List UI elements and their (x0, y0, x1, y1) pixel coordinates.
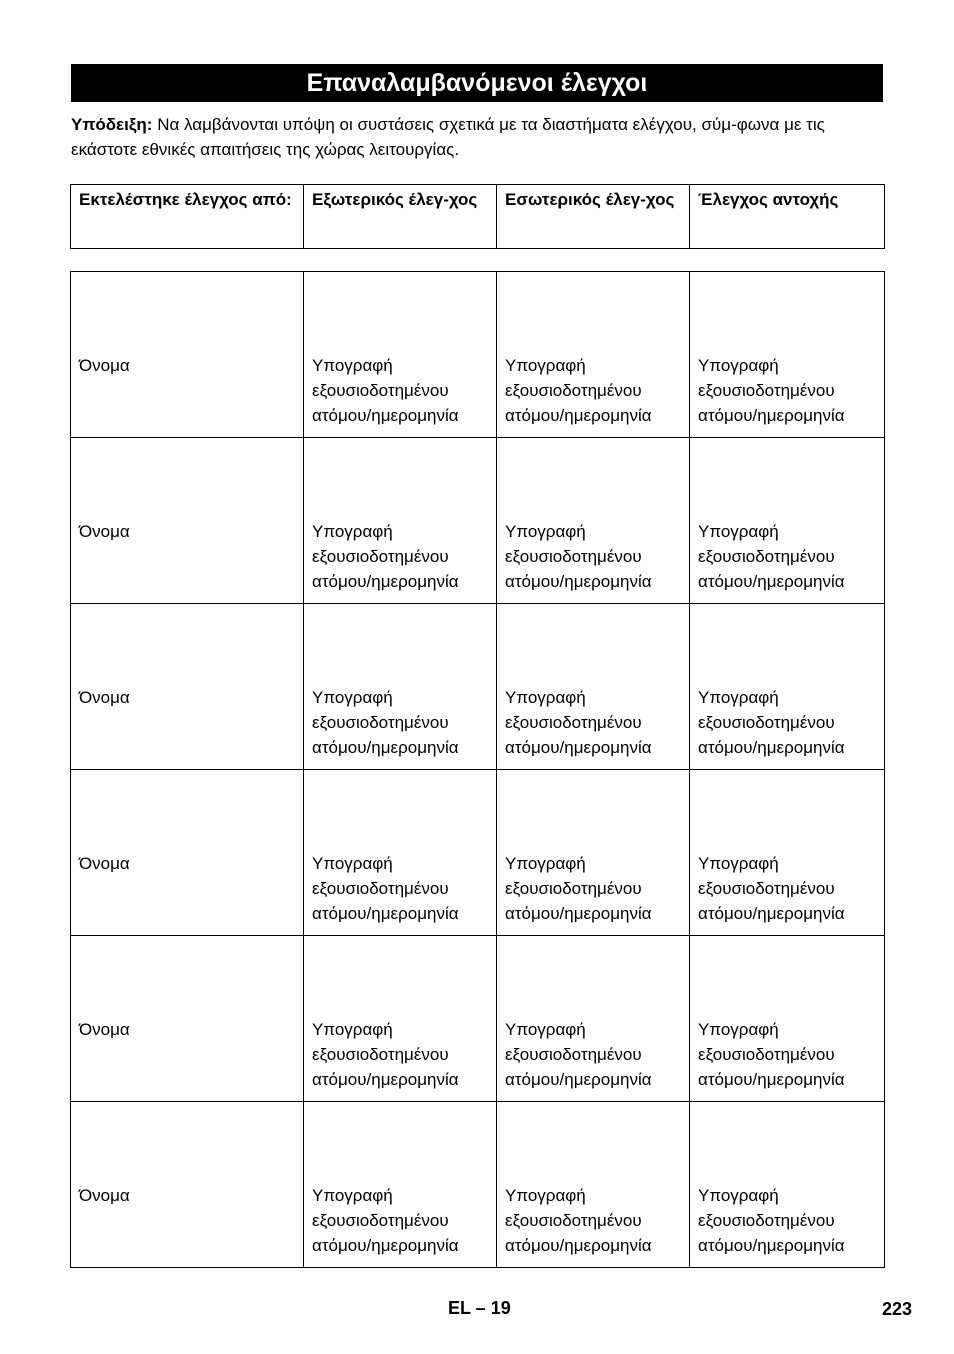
internal-signature-cell: Υπογραφή εξουσιοδοτημένου ατόμου/ημερομηνία (497, 604, 690, 770)
internal-signature-cell: Υπογραφή εξουσιοδοτημένου ατόμου/ημερομηνία (497, 272, 690, 438)
note-text: Να λαμβάνονται υπόψη οι συστάσεις σχετικά με τα διαστήματα ελέγχου, σύμ-φωνα με τις εκάστοτε εθνικές απαιτήσεις της χώρας λειτουργίας. (71, 115, 825, 159)
internal-signature-cell: Υπογραφή εξουσιοδοτημένου ατόμου/ημερομηνία (497, 770, 690, 936)
strength-signature-cell: Υπογραφή εξουσιοδοτημένου ατόμου/ημερομηνία (690, 770, 885, 936)
strength-signature-cell: Υπογραφή εξουσιοδοτημένου ατόμου/ημερομηνία (690, 936, 885, 1102)
name-cell: Όνομα (71, 770, 304, 936)
table-row (71, 936, 885, 1102)
name-cell: Όνομα (71, 1102, 304, 1268)
table-row (71, 272, 885, 438)
header-inspected-by: Εκτελέστηκε έλεγχος από: (71, 185, 304, 249)
note-paragraph (71, 112, 883, 162)
strength-signature-cell: Υπογραφή εξουσιοδοτημένου ατόμου/ημερομηνία (690, 604, 885, 770)
internal-signature-cell: Υπογραφή εξουσιοδοτημένου ατόμου/ημερομηνία (497, 1102, 690, 1268)
external-signature-cell: Υπογραφή εξουσιοδοτημένου ατόμου/ημερομηνία (304, 936, 497, 1102)
table-row (71, 770, 885, 936)
table-row (71, 604, 885, 770)
footer-section-label: EL – 19 (448, 1298, 511, 1318)
header-strength-test: Έλεγχος αντοχής (690, 185, 885, 249)
strength-signature-cell: Υπογραφή εξουσιοδοτημένου ατόμου/ημερομηνία (690, 1102, 885, 1268)
internal-signature-cell: Υπογραφή εξουσιοδοτημένου ατόμου/ημερομηνία (497, 936, 690, 1102)
table-header-row (71, 185, 885, 249)
header-external-inspection: Εξωτερικός έλεγ-χος (304, 185, 497, 249)
name-cell: Όνομα (71, 438, 304, 604)
name-cell: Όνομα (71, 272, 304, 438)
name-cell: Όνομα (71, 604, 304, 770)
note-label: Υπόδειξη: (71, 115, 153, 134)
strength-signature-cell: Υπογραφή εξουσιοδοτημένου ατόμου/ημερομηνία (690, 438, 885, 604)
external-signature-cell: Υπογραφή εξουσιοδοτημένου ατόμου/ημερομηνία (304, 438, 497, 604)
table-row (71, 1102, 885, 1268)
header-internal-inspection: Εσωτερικός έλεγ-χος (497, 185, 690, 249)
external-signature-cell: Υπογραφή εξουσιοδοτημένου ατόμου/ημερομηνία (304, 770, 497, 936)
table-row (71, 438, 885, 604)
internal-signature-cell: Υπογραφή εξουσιοδοτημένου ατόμου/ημερομηνία (497, 438, 690, 604)
external-signature-cell: Υπογραφή εξουσιοδοτημένου ατόμου/ημερομηνία (304, 604, 497, 770)
page-number: 223 (881, 1299, 912, 1319)
external-signature-cell: Υπογραφή εξουσιοδοτημένου ατόμου/ημερομηνία (304, 272, 497, 438)
strength-signature-cell: Υπογραφή εξουσιοδοτημένου ατόμου/ημερομηνία (690, 272, 885, 438)
inspection-header-table (70, 184, 885, 249)
page-title: Επαναλαμβανόμενοι έλεγχοι (71, 64, 883, 102)
external-signature-cell: Υπογραφή εξουσιοδοτημένου ατόμου/ημερομηνία (304, 1102, 497, 1268)
name-cell: Όνομα (71, 936, 304, 1102)
inspection-signature-table (70, 271, 885, 1268)
